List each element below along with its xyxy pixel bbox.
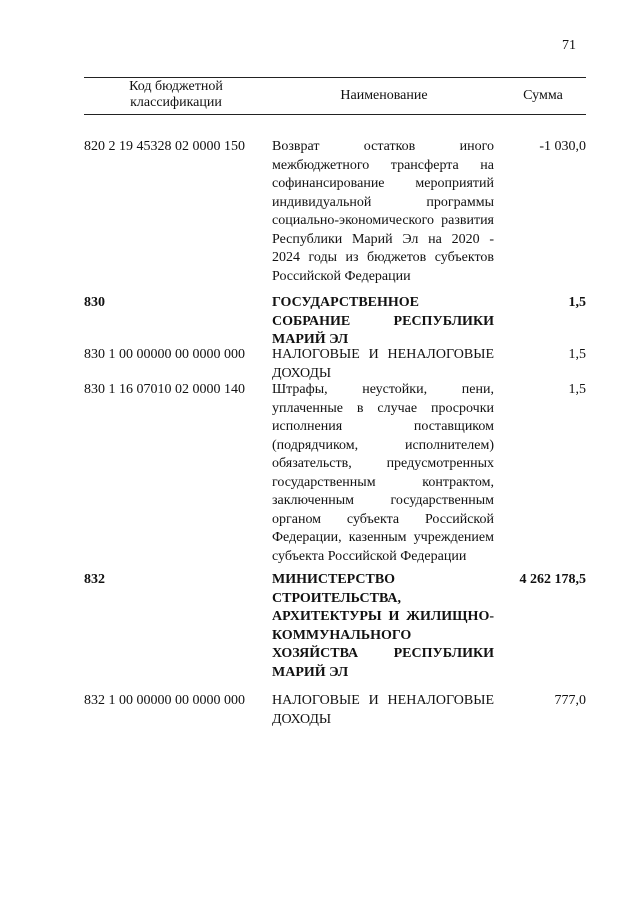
row-name: ГОСУДАРСТВЕННОЕ СОБРАНИЕ РЕСПУБЛИКИ МАРИЙ ЭЛ [272,295,494,347]
row-sum: 777,0 [554,693,586,708]
row-sum: 4 262 178,5 [519,572,586,587]
row-name: Штрафы, неустойки, пени, уплаченные в случае просрочки исполнения поставщиком (подрядчиком, исполнителем) обязательств, предусмотренных государственным контрактом, заключенным государственным органом субъекта Российской Федерации, казенным учреждением субъекта Российской Федерации [272,382,494,564]
row-code: 820 2 19 45328 02 0000 150 [84,139,245,154]
row-code: 830 [84,295,105,310]
row-sum: 1,5 [568,382,586,397]
header-name: Наименование [340,88,428,103]
row-sum: 1,5 [568,295,586,310]
row-code: 832 [84,572,105,587]
row-name: НАЛОГОВЫЕ И НЕНАЛОГОВЫЕ ДОХОДЫ [272,693,494,727]
page-number: 71 [562,38,576,53]
row-code: 830 1 16 07010 02 0000 140 [84,382,245,397]
table-header-bottom-rule [84,114,586,115]
row-name: Возврат остатков иного межбюджетного трансферта на софинансирование мероприятий индивидуальной программы социально-экономического развития Республики Марий Эл на 2020 - 2024 годы из бюджетов субъектов Российской Федерации [272,139,494,284]
row-name: МИНИСТЕРСТВО СТРОИТЕЛЬСТВА, АРХИТЕКТУРЫ И ЖИЛИЩНО-КОММУНАЛЬНОГО ХОЗЯЙСТВА РЕСПУБЛИКИ МАРИЙ ЭЛ [272,572,494,680]
row-code: 832 1 00 00000 00 0000 000 [84,693,245,708]
row-sum: 1,5 [568,347,586,362]
header-code: Код бюджетной классификации [129,79,223,110]
row-code: 830 1 00 00000 00 0000 000 [84,347,245,362]
row-name: НАЛОГОВЫЕ И НЕНАЛОГОВЫЕ ДОХОДЫ [272,347,494,381]
row-sum: -1 030,0 [539,139,586,154]
header-sum: Сумма [523,88,563,103]
table-header-top-rule [84,77,586,78]
